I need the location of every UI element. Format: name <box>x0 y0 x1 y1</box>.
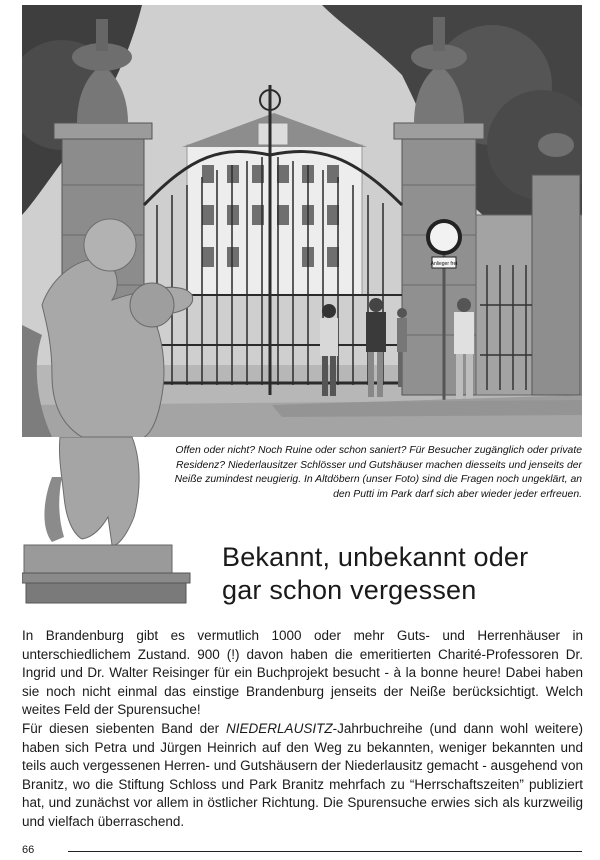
headline-line-2: gar schon vergessen <box>222 575 477 605</box>
article-body <box>22 627 583 832</box>
putti-statue-lower <box>22 437 194 609</box>
castle-building <box>182 113 367 295</box>
headline-line-1: Bekannt, unbekannt oder <box>222 542 529 572</box>
castle-gate-photo <box>22 5 582 437</box>
photo-illustration <box>22 5 582 437</box>
page-number: 66 <box>22 844 35 856</box>
article-headline <box>222 541 582 607</box>
body-paragraph-2 <box>22 720 583 832</box>
photo-caption: Offen oder nicht? Noch Ruine oder schon saniert? Für Besucher zugänglich oder private Residenz? Niederlausitzer Schlösser und Gutshäuser machen diesseits und jenseits der Neiße zumindest neugierig. In Altdöbern (unser Foto) sind die Fragen noch ungeklärt, an den Putti im Park darf sich aber wieder jeder erfreuen. <box>174 445 582 500</box>
series-name: NIEDERLAUSITZ <box>226 720 333 736</box>
footer-rule <box>68 851 582 852</box>
road-sign-text: Anlieger frei <box>430 261 458 267</box>
body-paragraph-2-start: Für diesen siebenten Band der <box>22 720 227 736</box>
body-paragraph-2-end: -Jahrbuchreihe (und dann wohl weitere) haben sich Petra und Jürgen Heinrich auf den Weg zu bekannten, weniger bekannten und teils auch vergessenen Herren- und Gutshäusern der Niederlausitz gemacht - ausgehend von Branitz, wo die Stiftung Schloss und Park Branitz mehrfach zu “Herrschaftszeiten” publiziert hat, und zunächst vor allem in östlicher Richtung. Die Spurensuche erwies sich als kurzweilig und vielfach überraschend. <box>22 720 583 829</box>
body-paragraph-1: In Brandenburg gibt es vermutlich 1000 oder mehr Guts- und Herrenhäuser in unterschiedlichem Zustand. 900 (!) davon haben die emeritierten Charité-Professoren Dr. Ingrid und Dr. Walter Reisinger für ein Buchprojekt besucht - à la bonne heure! Dabei haben sie noch nicht einmal das einstige Brandenburg jenseits der Neiße berücksichtigt. Welch weites Feld der Spurensuche! <box>22 628 583 718</box>
